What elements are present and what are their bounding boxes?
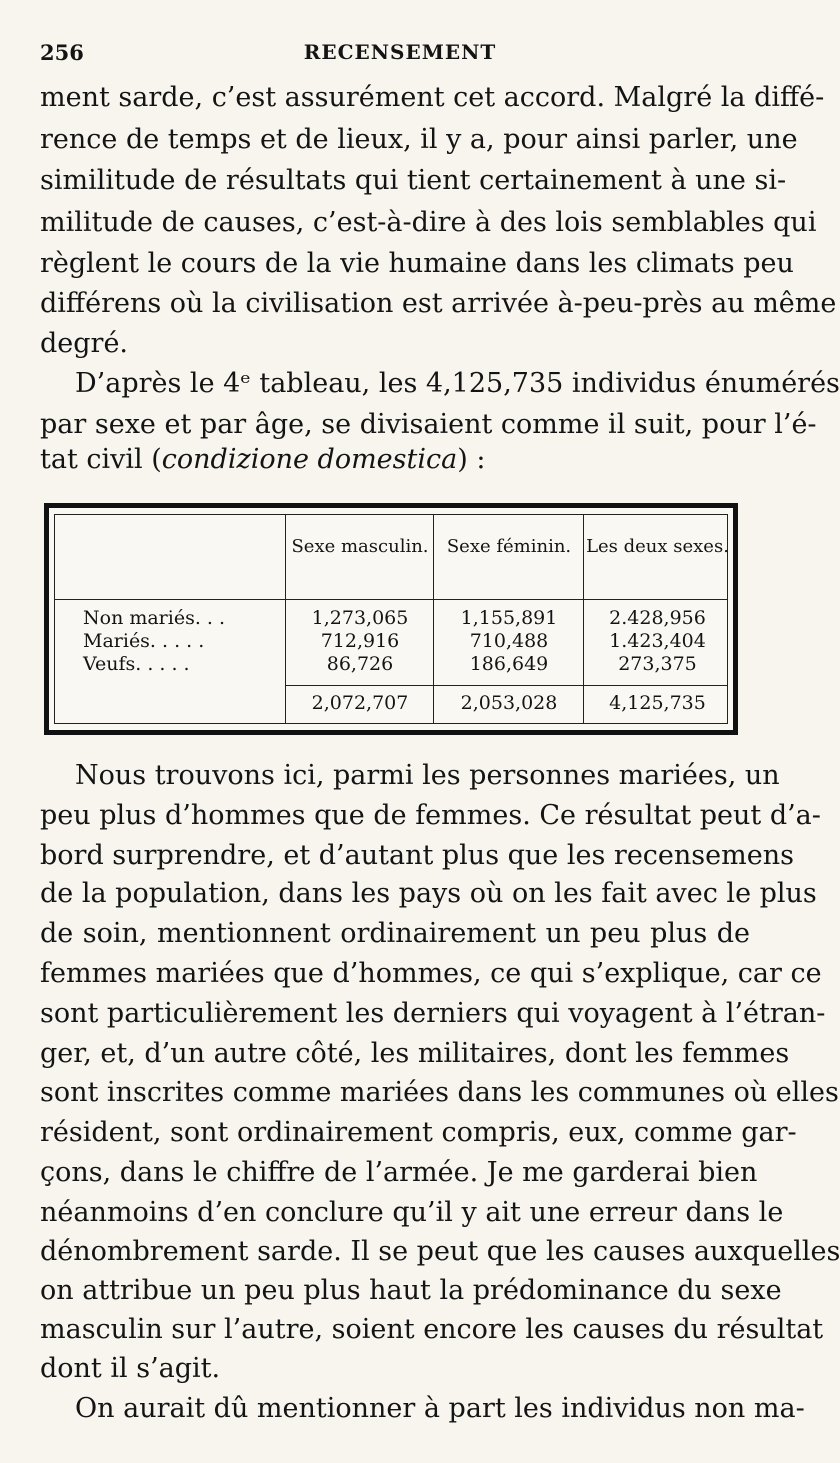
text-fragment: ) : <box>457 444 486 475</box>
table-cell: 710,488 <box>469 630 549 652</box>
running-title: RECENSEMENT <box>303 40 497 64</box>
text-line: ger, et, d’un autre côté, les militaires, dont les femmes <box>40 1038 790 1069</box>
text-line: résident, sont ordinairement compris, eux, comme gar- <box>40 1117 797 1148</box>
text-line <box>40 440 750 480</box>
civil-status-table <box>44 503 738 735</box>
table-cell: 86,726 <box>326 653 394 675</box>
text-line: néanmoins d’en conclure qu’il y ait une erreur dans le <box>40 1197 784 1228</box>
text-line: D’après le 4ᵉ tableau, les 4,125,735 individus énumérés <box>75 368 840 399</box>
text-line: bord surprendre, et d’autant plus que les recensemens <box>40 840 794 871</box>
text-line: règlent le cours de la vie humaine dans les climats peu <box>40 248 794 279</box>
column-header: Sexe masculin. <box>291 536 429 557</box>
text-line: rence de temps et de lieux, il y a, pour ainsi parler, une <box>40 124 798 155</box>
page-number: 256 <box>40 40 84 65</box>
total-cell: 2,053,028 <box>460 692 558 714</box>
text-line: masculin sur l’autre, soient encore les causes du résultat <box>40 1314 824 1345</box>
text-fragment: tat civil ( <box>40 444 162 475</box>
table-cell: 1,273,065 <box>311 607 409 629</box>
text-line: on attribue un peu plus haut la prédominance du sexe <box>40 1275 782 1306</box>
column-header: Les deux sexes. <box>586 536 729 557</box>
text-line: dénombrement sarde. Il se peut que les causes auxquelles <box>40 1236 840 1267</box>
text-line: çons, dans le chiffre de l’armée. Je me garderai bien <box>40 1157 758 1188</box>
column-rule <box>583 515 584 723</box>
total-cell: 2,072,707 <box>311 692 409 714</box>
text-line: Nous trouvons ici, parmi les personnes mariées, un <box>75 760 780 791</box>
table-cell: 1.423,404 <box>609 630 706 652</box>
text-line: dont il s’agit. <box>40 1353 221 1384</box>
text-line: de la population, dans les pays où on les fait avec le plus <box>40 878 817 909</box>
column-header: Sexe féminin. <box>446 536 572 557</box>
text-line: femmes mariées que d’hommes, ce qui s’explique, car ce <box>40 958 822 989</box>
table-body <box>54 514 728 724</box>
text-line: peu plus d’hommes que de femmes. Ce résultat peut d’a- <box>40 800 821 831</box>
column-rule <box>433 515 434 723</box>
row-label: Veufs. . . . . <box>83 653 190 675</box>
column-rule <box>285 515 286 723</box>
text-line: de soin, mentionnent ordinairement un peu plus de <box>40 918 750 949</box>
text-line: différens où la civilisation est arrivée à-peu-près au même <box>40 288 837 319</box>
row-label: Mariés. . . . . <box>83 630 205 652</box>
table-cell: 712,916 <box>320 630 400 652</box>
total-rule <box>285 685 727 686</box>
text-line: sont particulièrement les derniers qui voyagent à l’étran- <box>40 998 826 1029</box>
text-line: ment sarde, c’est assurément cet accord. Malgré la diffé- <box>40 82 825 113</box>
text-line: On aurait dû mentionner à part les individus non ma- <box>75 1393 805 1424</box>
row-label: Non mariés. . . <box>83 607 226 629</box>
italic-term: condizione domestica <box>161 444 458 475</box>
text-line: militude de causes, c’est-à-dire à des lois semblables qui <box>40 207 817 238</box>
text-line: degré. <box>40 328 129 359</box>
table-cell: 2.428,956 <box>609 607 706 629</box>
text-line: similitude de résultats qui tient certainement à une si- <box>40 165 787 196</box>
text-line: sont inscrites comme mariées dans les communes où elles <box>40 1077 839 1108</box>
header-rule <box>55 599 727 600</box>
text-line: par sexe et par âge, se divisaient comme il suit, pour l’é- <box>40 409 817 440</box>
table-cell: 273,375 <box>618 653 697 675</box>
table-cell: 186,649 <box>469 653 549 675</box>
table-cell: 1,155,891 <box>460 607 558 629</box>
total-cell: 4,125,735 <box>609 692 706 714</box>
